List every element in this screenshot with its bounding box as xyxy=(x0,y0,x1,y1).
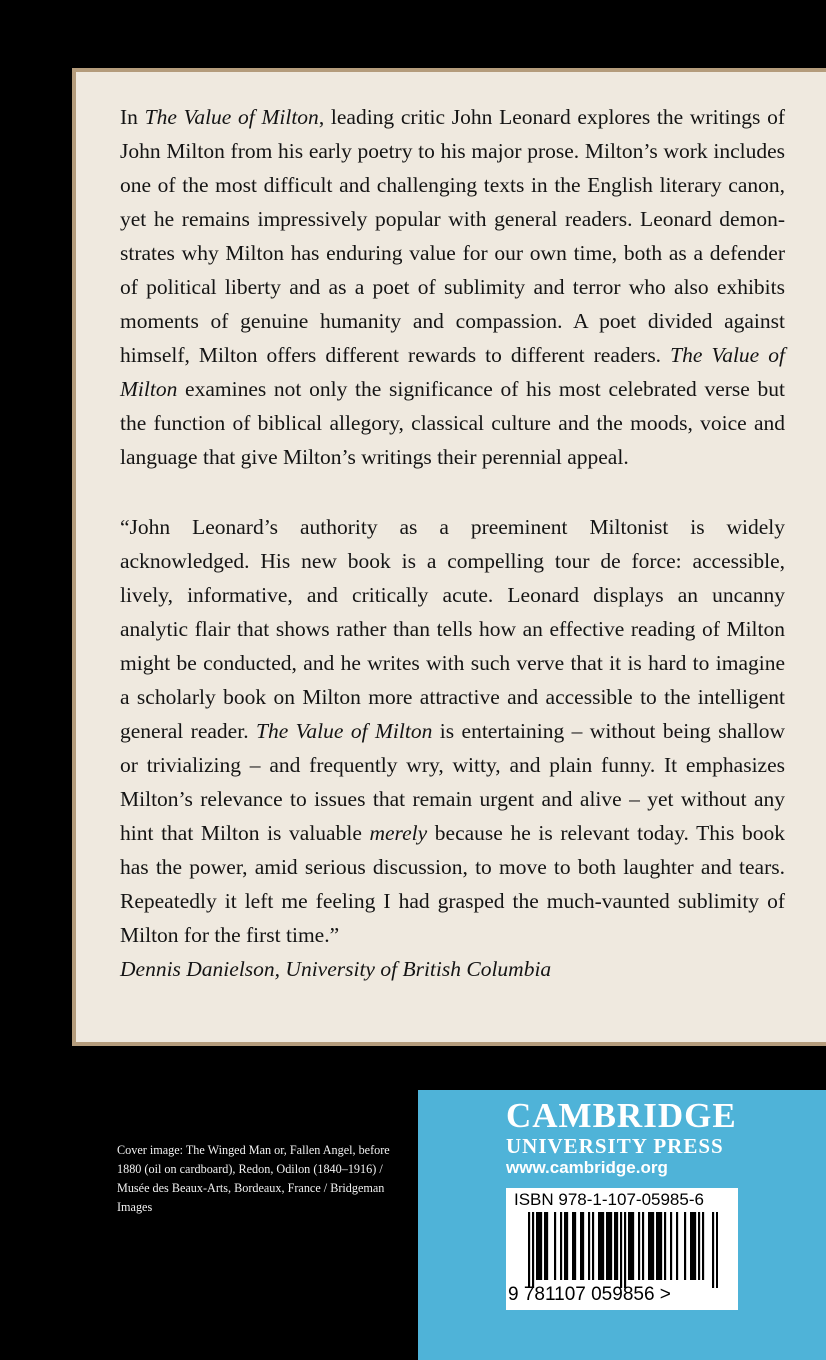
quote-text: “John Leonard’s authority as a preeminent Miltonist is widely acknowledged. His new book is a compelling tour de force: accessible, lively, informative, and critically acute. Leonard displays an uncanny analytic flair that shows rather than tells how an effective reading of Milton might be conducted, and he writes with such verve that it is hard to imagine a scholarly book on Milton more attractive and accessible to the intelligent general reader. xyxy=(120,515,785,743)
barcode-bar xyxy=(532,1212,534,1288)
ean-digits: 9 781107 059856 > xyxy=(508,1284,671,1305)
barcode-bar xyxy=(638,1212,640,1280)
barcode-bar xyxy=(588,1212,590,1280)
isbn-label: ISBN 978-1-107-05985-6 xyxy=(514,1190,704,1209)
barcode-bar xyxy=(614,1212,616,1280)
description-intro: In xyxy=(120,105,145,129)
barcode-bar xyxy=(554,1212,556,1280)
barcode-bar xyxy=(632,1212,634,1280)
barcode-bar xyxy=(656,1212,658,1280)
book-title-italic: The Value of Milton xyxy=(256,719,433,743)
barcode-bar xyxy=(676,1212,678,1280)
endorsement-quote xyxy=(120,510,785,986)
barcode-bar xyxy=(702,1212,704,1280)
barcode-bar xyxy=(608,1212,610,1280)
barcode-bar xyxy=(610,1212,612,1280)
cover-image-credit: Cover image: The Winged Man or, Fallen Angel, before 1880 (oil on cardboard), Redon, Odilon (1840–1916) / Musée des Beaux-Arts, Bordeaux, France / Bridgeman Images xyxy=(117,1143,390,1214)
quote-attribution: Dennis Danielson, University of British Columbia xyxy=(120,957,552,981)
barcode-bar xyxy=(606,1212,608,1280)
barcode-bar xyxy=(564,1212,566,1280)
barcode-bar xyxy=(628,1212,630,1280)
barcode-bar xyxy=(620,1212,622,1288)
publisher-url: www.cambridge.org xyxy=(506,1158,668,1177)
barcode-bar xyxy=(694,1212,696,1280)
barcode-bar xyxy=(566,1212,568,1280)
barcode-bar xyxy=(572,1212,574,1280)
description-text: examines not only the significance of his most celebrated verse but the function of biblical allegory, classical culture and the moods, voice and language that give Milton’s writings their perennial appeal. xyxy=(120,377,785,469)
barcode-bar xyxy=(538,1212,540,1280)
barcode-bar xyxy=(716,1212,718,1288)
barcode-bar xyxy=(624,1212,626,1288)
barcode-bar xyxy=(648,1212,650,1280)
barcode-bar xyxy=(692,1212,694,1280)
barcode-bar xyxy=(528,1212,530,1288)
barcode-bar xyxy=(546,1212,548,1280)
book-description xyxy=(120,100,785,474)
quote-text: is entertaining – without being shallow or trivializing – and frequently wry, witty, and plain funny. It emphasizes Milton’s relevance to issues that remain urgent and alive – yet without any hint that Milton is valuable xyxy=(120,719,785,845)
barcode-bar xyxy=(602,1212,604,1280)
publisher-press: UNIVERSITY PRESS xyxy=(506,1134,724,1158)
barcode-bar xyxy=(670,1212,672,1280)
barcode-bar xyxy=(650,1212,652,1280)
barcode-bar xyxy=(592,1212,594,1280)
barcode-bar xyxy=(580,1212,582,1280)
barcode-bar xyxy=(598,1212,600,1280)
barcode-bar xyxy=(684,1212,686,1280)
book-title-italic: The Value of Milton xyxy=(144,105,319,129)
publisher-block xyxy=(418,1090,826,1360)
barcode-bar xyxy=(642,1212,644,1280)
barcode-bar xyxy=(536,1212,538,1280)
barcode-bar xyxy=(544,1212,546,1280)
description-text: , leading critic John Leonard explores the writings of John Milton from his early poetry to his major prose. Milton’s work includes one of the most difficult and challenging texts in the English literary canon, yet he remains impressively popular with general readers. Leonard demonstrates why Milton has enduring value for our own time, both as a defender of political liberty and as a poet of sublimity and terror who also exhibits moments of genuine humanity and compassion. A poet divided against himself, Milton offers different rewards to different readers. xyxy=(120,105,785,367)
barcode-bar xyxy=(560,1212,562,1280)
barcode-bar xyxy=(658,1212,660,1280)
barcode-bar xyxy=(540,1212,542,1280)
barcode-bar xyxy=(574,1212,576,1280)
book-title-italic: The Value of Milton xyxy=(120,343,785,401)
isbn-barcode-block xyxy=(506,1188,738,1310)
quote-text: because he is relevant today. This book has the power, amid serious discussion, to move to both laughter and tears. Repeatedly it left me feeling I had grasped the much-vaunted sublimity of Milton for the first time.” xyxy=(120,821,785,947)
barcode-bar xyxy=(652,1212,654,1280)
barcode-bar xyxy=(582,1212,584,1280)
publisher-name: CAMBRIDGE xyxy=(506,1096,737,1135)
barcode-bar xyxy=(616,1212,618,1280)
barcode-bar xyxy=(660,1212,662,1280)
barcode-bar xyxy=(664,1212,666,1280)
barcode-bar xyxy=(690,1212,692,1280)
description-panel xyxy=(72,68,826,1046)
barcode xyxy=(528,1212,718,1288)
barcode-bar xyxy=(712,1212,714,1288)
barcode-bar xyxy=(630,1212,632,1280)
emphasis-word: merely xyxy=(369,821,428,845)
barcode-bar xyxy=(698,1212,700,1280)
barcode-bar xyxy=(600,1212,602,1280)
